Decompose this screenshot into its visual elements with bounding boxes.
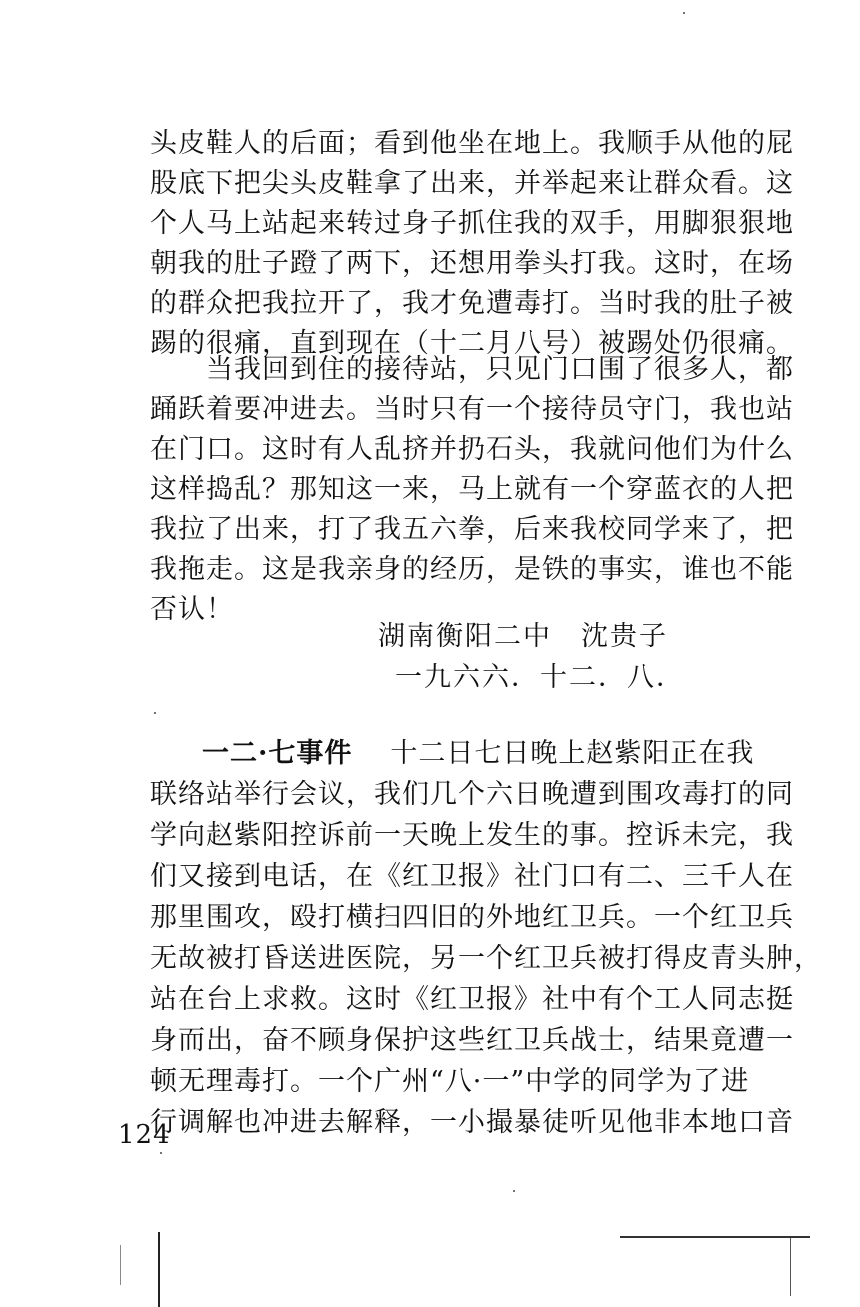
text-line: 踊跃着要冲进去。当时只有一个接待员守门，我也站	[150, 394, 794, 425]
text-line: 当我回到住的接待站，只见门口围了很多人，都	[206, 354, 794, 385]
text-line: 站在台上求救。这时《红卫报》社中有个工人同志挺	[150, 984, 794, 1015]
text-line: 的群众把我拉开了，我才免遭毒打。当时我的肚子被	[150, 288, 794, 319]
signature-name: 湖南衡阳二中 沈贵子	[378, 621, 668, 652]
scan-edge-line	[790, 1236, 791, 1296]
scan-edge-line	[158, 1232, 160, 1307]
text-line: 行调解也冲进去解释，一小撮暴徒听见他非本地口音	[150, 1107, 794, 1138]
text-line: 在门口。这时有人乱挤并扔石头，我就问他们为什么	[150, 434, 794, 465]
text-line: 踢的很痛，直到现在（十二月八号）被踢处仍很痛。	[150, 328, 794, 359]
scan-speck	[683, 12, 685, 14]
scan-edge-line	[120, 1245, 121, 1285]
text-line: 股底下把尖头皮鞋拿了出来，并举起来让群众看。这	[150, 168, 794, 199]
text-line: 我拖走。这是我亲身的经历，是铁的事实，谁也不能	[150, 554, 794, 585]
scan-speck	[513, 1190, 515, 1192]
text-line: 头皮鞋人的后面；看到他坐在地上。我顺手从他的屁	[150, 128, 794, 159]
text-line: 学向赵紫阳控诉前一天晚上发生的事。控诉未完，我	[150, 820, 794, 851]
text-line: 我拉了出来，打了我五六拳，后来我校同学来了，把	[150, 514, 794, 545]
scan-edge-line	[620, 1236, 810, 1238]
text-line: 那里围攻，殴打横扫四旧的外地红卫兵。一个红卫兵	[150, 902, 794, 933]
text-line: 顿无理毒打。一个广州“八·一”中学的同学为了进	[150, 1066, 750, 1097]
text-line: 个人马上站起来转过身子抓住我的双手，用脚狠狠地	[150, 208, 794, 239]
page-number: 124	[118, 1120, 171, 1150]
section-heading: 一二·七事件	[202, 738, 353, 769]
text-line: 否认！	[150, 594, 234, 625]
text-line: 无故被打昏送进医院，另一个红卫兵被打得皮青头肿，	[150, 943, 822, 974]
text-line: 身而出，奋不顾身保护这些红卫兵战士，结果竟遭一	[150, 1025, 794, 1056]
text-line: 联络站举行会议，我们几个六日晚遭到围攻毒打的同	[150, 779, 794, 810]
section-first-line-text: 十二日七日晚上赵紫阳正在我	[390, 738, 755, 769]
text-line: 们又接到电话，在《红卫报》社门口有二、三千人在	[150, 861, 794, 892]
scan-speck	[154, 712, 156, 714]
section-first-line	[202, 734, 755, 774]
text-line: 朝我的肚子蹬了两下，还想用拳头打我。这时，在场	[150, 248, 794, 279]
text-line: 这样捣乱？那知这一来，马上就有一个穿蓝衣的人把	[150, 474, 794, 505]
signature-date: 一九六六．十二．八．	[395, 662, 685, 693]
scan-speck	[160, 1152, 162, 1154]
